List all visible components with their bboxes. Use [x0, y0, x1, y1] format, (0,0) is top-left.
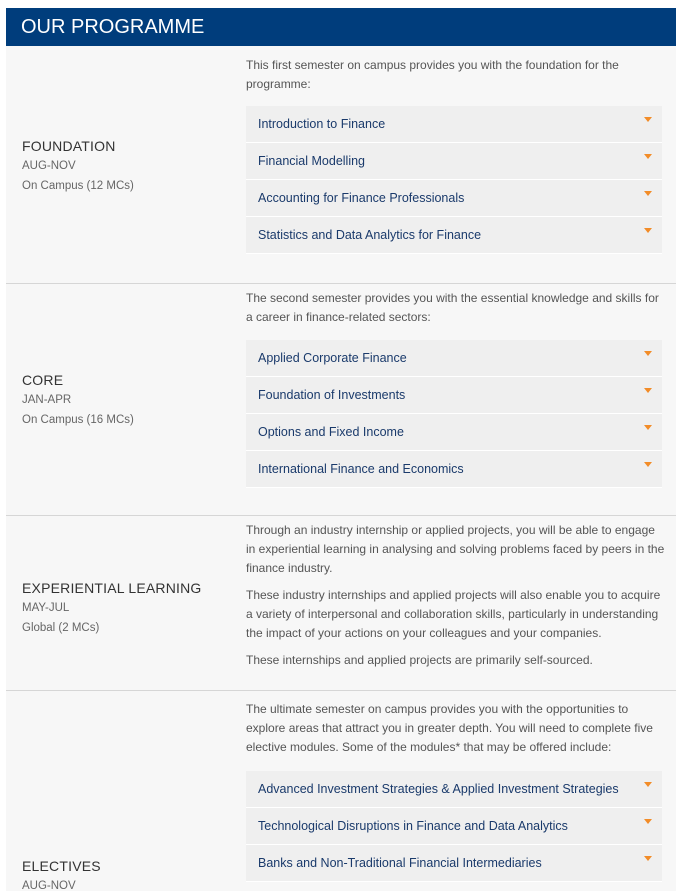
- section-term: AUG-NOV: [22, 880, 76, 892]
- programme-header: [6, 8, 676, 46]
- module-item[interactable]: [246, 451, 662, 488]
- chevron-down-icon: [644, 191, 652, 196]
- intro-paragraph: The second semester provides you with the essential knowledge and skills for a career in finance-related sectors:: [246, 291, 659, 324]
- section-experiential-learning: [6, 515, 676, 690]
- section-mode: On Campus (12 MCs): [22, 180, 134, 192]
- section-side: [22, 856, 232, 896]
- chevron-down-icon: [644, 228, 652, 233]
- section-title: ELECTIVES: [22, 858, 101, 874]
- module-accordion: [246, 771, 662, 882]
- section-intro: [246, 521, 666, 678]
- module-label: Accounting for Finance Professionals: [258, 191, 465, 205]
- module-item[interactable]: [246, 845, 662, 882]
- module-label: Banks and Non-Traditional Financial Intermediaries: [258, 856, 542, 870]
- module-item[interactable]: [246, 414, 662, 451]
- section-electives: [6, 690, 676, 891]
- section-term: MAY-JUL: [22, 602, 70, 614]
- module-item[interactable]: [246, 377, 662, 414]
- intro-paragraph: These internships and applied projects are primarily self-sourced.: [246, 653, 593, 667]
- module-label: Statistics and Data Analytics for Finance: [258, 228, 482, 242]
- chevron-down-icon: [644, 351, 652, 356]
- section-side: [22, 136, 232, 196]
- module-label: Applied Corporate Finance: [258, 351, 407, 365]
- module-item[interactable]: [246, 180, 662, 217]
- section-title: CORE: [22, 372, 64, 388]
- section-mode: On Campus (16 MCs): [22, 414, 134, 426]
- section-intro: [246, 289, 666, 335]
- module-label: Advanced Investment Strategies & Applied Investment Strategies: [258, 782, 619, 796]
- module-item[interactable]: [246, 106, 662, 143]
- section-core: [6, 283, 676, 515]
- section-title: EXPERIENTIAL LEARNING: [22, 580, 202, 596]
- module-label: Financial Modelling: [258, 154, 366, 168]
- chevron-down-icon: [644, 462, 652, 467]
- module-item[interactable]: [246, 808, 662, 845]
- module-item[interactable]: [246, 771, 662, 808]
- section-intro: [246, 700, 666, 765]
- chevron-down-icon: [644, 154, 652, 159]
- module-item[interactable]: [246, 217, 662, 254]
- module-item[interactable]: [246, 143, 662, 180]
- module-label: Introduction to Finance: [258, 117, 386, 131]
- section-intro: [246, 56, 666, 102]
- section-side: [22, 370, 232, 430]
- chevron-down-icon: [644, 782, 652, 787]
- section-side: [22, 578, 232, 638]
- section-term: JAN-APR: [22, 394, 72, 406]
- page-title: OUR PROGRAMME: [21, 16, 205, 38]
- module-accordion: [246, 340, 662, 488]
- chevron-down-icon: [644, 425, 652, 430]
- section-term: AUG-NOV: [22, 160, 76, 172]
- module-accordion: [246, 106, 662, 254]
- chevron-down-icon: [644, 856, 652, 861]
- intro-paragraph: These industry internships and applied projects will also enable you to acquire a variety of interpersonal and collaboration skills, particularly in understanding the impact of your actions on your colleagues and your companies.: [246, 588, 661, 640]
- module-label: Options and Fixed Income: [258, 425, 404, 439]
- intro-paragraph: The ultimate semester on campus provides you with the opportunities to explore areas that attract you in greater depth. You will need to complete five elective modules. Some of the modules* that may be offered include:: [246, 702, 653, 754]
- section-mode: Global (2 MCs): [22, 622, 100, 634]
- module-label: International Finance and Economics: [258, 462, 464, 476]
- section-foundation: [6, 46, 676, 283]
- chevron-down-icon: [644, 117, 652, 122]
- intro-paragraph: This first semester on campus provides you with the foundation for the programme:: [246, 58, 619, 91]
- section-title: FOUNDATION: [22, 138, 116, 154]
- module-label: Foundation of Investments: [258, 388, 406, 402]
- chevron-down-icon: [644, 388, 652, 393]
- module-item[interactable]: [246, 340, 662, 377]
- module-label: Technological Disruptions in Finance and Data Analytics: [258, 819, 568, 833]
- chevron-down-icon: [644, 819, 652, 824]
- intro-paragraph: Through an industry internship or applied projects, you will be able to engage in experiential learning in analysing and solving problems faced by peers in the finance industry.: [246, 523, 665, 575]
